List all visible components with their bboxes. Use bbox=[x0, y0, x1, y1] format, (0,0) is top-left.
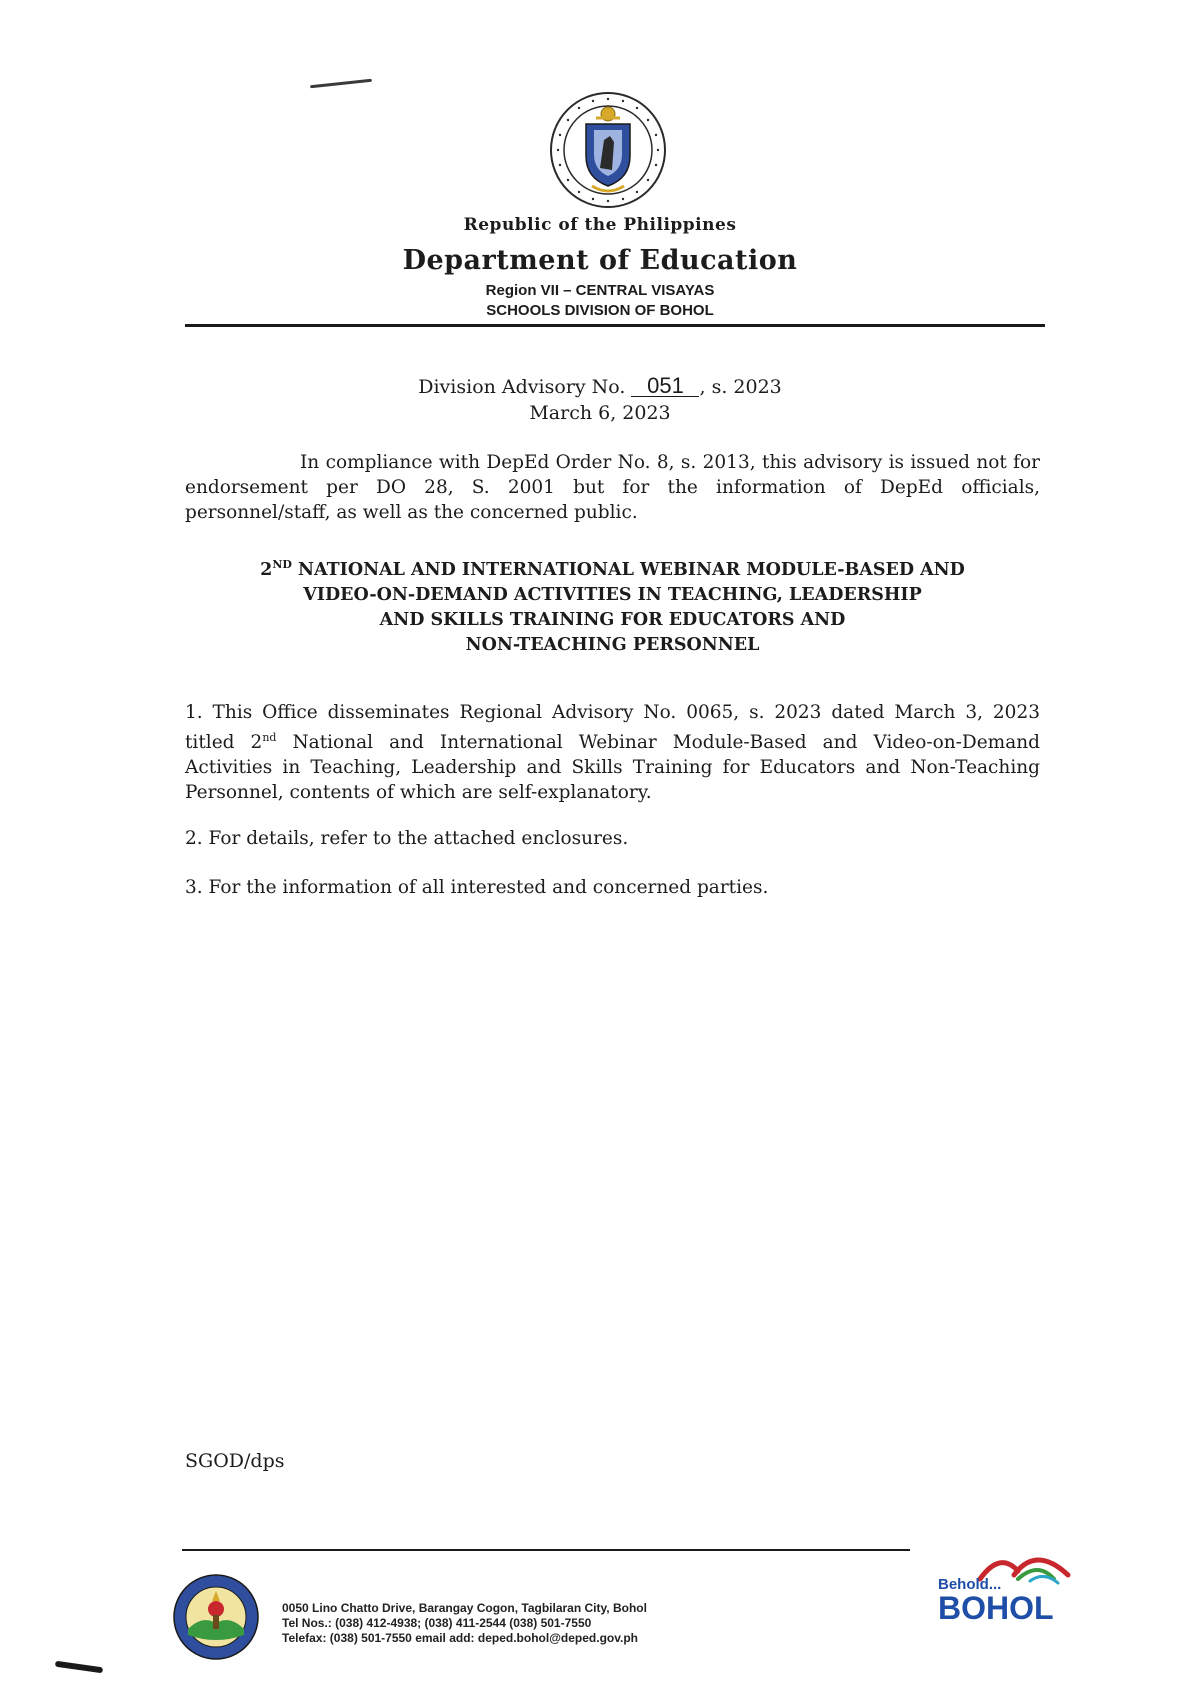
footer-contact bbox=[282, 1601, 647, 1646]
advisory-series: , s. 2023 bbox=[699, 376, 782, 398]
region-heading: Region VII – CENTRAL VISAYAS bbox=[485, 282, 715, 299]
deped-seal-icon bbox=[548, 90, 668, 210]
body-paragraph-3: 3. For the information of all interested and concerned parties. bbox=[185, 877, 769, 898]
title-line-4: NON-TEACHING PERSONNEL bbox=[465, 634, 760, 655]
division-heading: SCHOOLS DIVISION OF BOHOL bbox=[486, 302, 714, 319]
advisory-number-line bbox=[0, 373, 1200, 398]
footer-tel-line: Tel Nos.: (038) 412-4938; (038) 411-2544 (038) 501-7550 bbox=[282, 1616, 592, 1630]
scan-mark bbox=[310, 79, 372, 88]
republic-heading: Republic of the Philippines bbox=[463, 215, 737, 235]
division-seal-icon bbox=[172, 1573, 260, 1661]
title-line-1: 2ND NATIONAL AND INTERNATIONAL WEBINAR MODULE-BASED AND bbox=[260, 558, 965, 580]
title-line-2: VIDEO-ON-DEMAND ACTIVITIES IN TEACHING, LEADERSHIP bbox=[303, 584, 922, 605]
bohol-tagline: Behold... bbox=[938, 1576, 1002, 1593]
department-heading: Department of Education bbox=[402, 245, 798, 276]
footer-telefax-line: Telefax: (038) 501-7550 email add: deped.bohol@deped.gov.ph bbox=[282, 1631, 639, 1645]
reference-initials: SGOD/dps bbox=[185, 1450, 285, 1472]
bohol-name: BOHOL bbox=[938, 1590, 1054, 1625]
advisory-prefix: Division Advisory No. bbox=[418, 376, 626, 398]
body-paragraph-2: 2. For details, refer to the attached enclosures. bbox=[185, 828, 629, 849]
advisory-date: March 6, 2023 bbox=[529, 402, 671, 424]
footer-divider bbox=[182, 1549, 910, 1551]
advisory-number: 051 bbox=[631, 376, 699, 397]
bohol-logo-icon bbox=[918, 1545, 1078, 1625]
title-line-3: AND SKILLS TRAINING FOR EDUCATORS AND bbox=[379, 609, 846, 630]
scan-mark bbox=[55, 1661, 103, 1674]
advisory-title bbox=[185, 552, 1040, 658]
body-paragraph-1: 1. This Office disseminates Regional Advisory No. 0065, s. 2023 dated March 3, 2023 titled 2nd National and International Webinar Module-Based and Video-on-Demand Activities in Teaching, Leadership and Skills Training for Educators and Non-Teaching Personnel, contents of which are self-explanatory. bbox=[185, 702, 1040, 804]
footer-address-line: 0050 Lino Chatto Drive, Barangay Cogon, Tagbilaran City, Bohol bbox=[282, 1601, 647, 1615]
header-divider bbox=[185, 324, 1045, 327]
intro-paragraph: In compliance with DepEd Order No. 8, s. 2013, this advisory is issued not for endorsement per DO 28, S. 2001 but for the information of DepEd officials, personnel/staff, as well as the concerned public. bbox=[185, 452, 1040, 523]
